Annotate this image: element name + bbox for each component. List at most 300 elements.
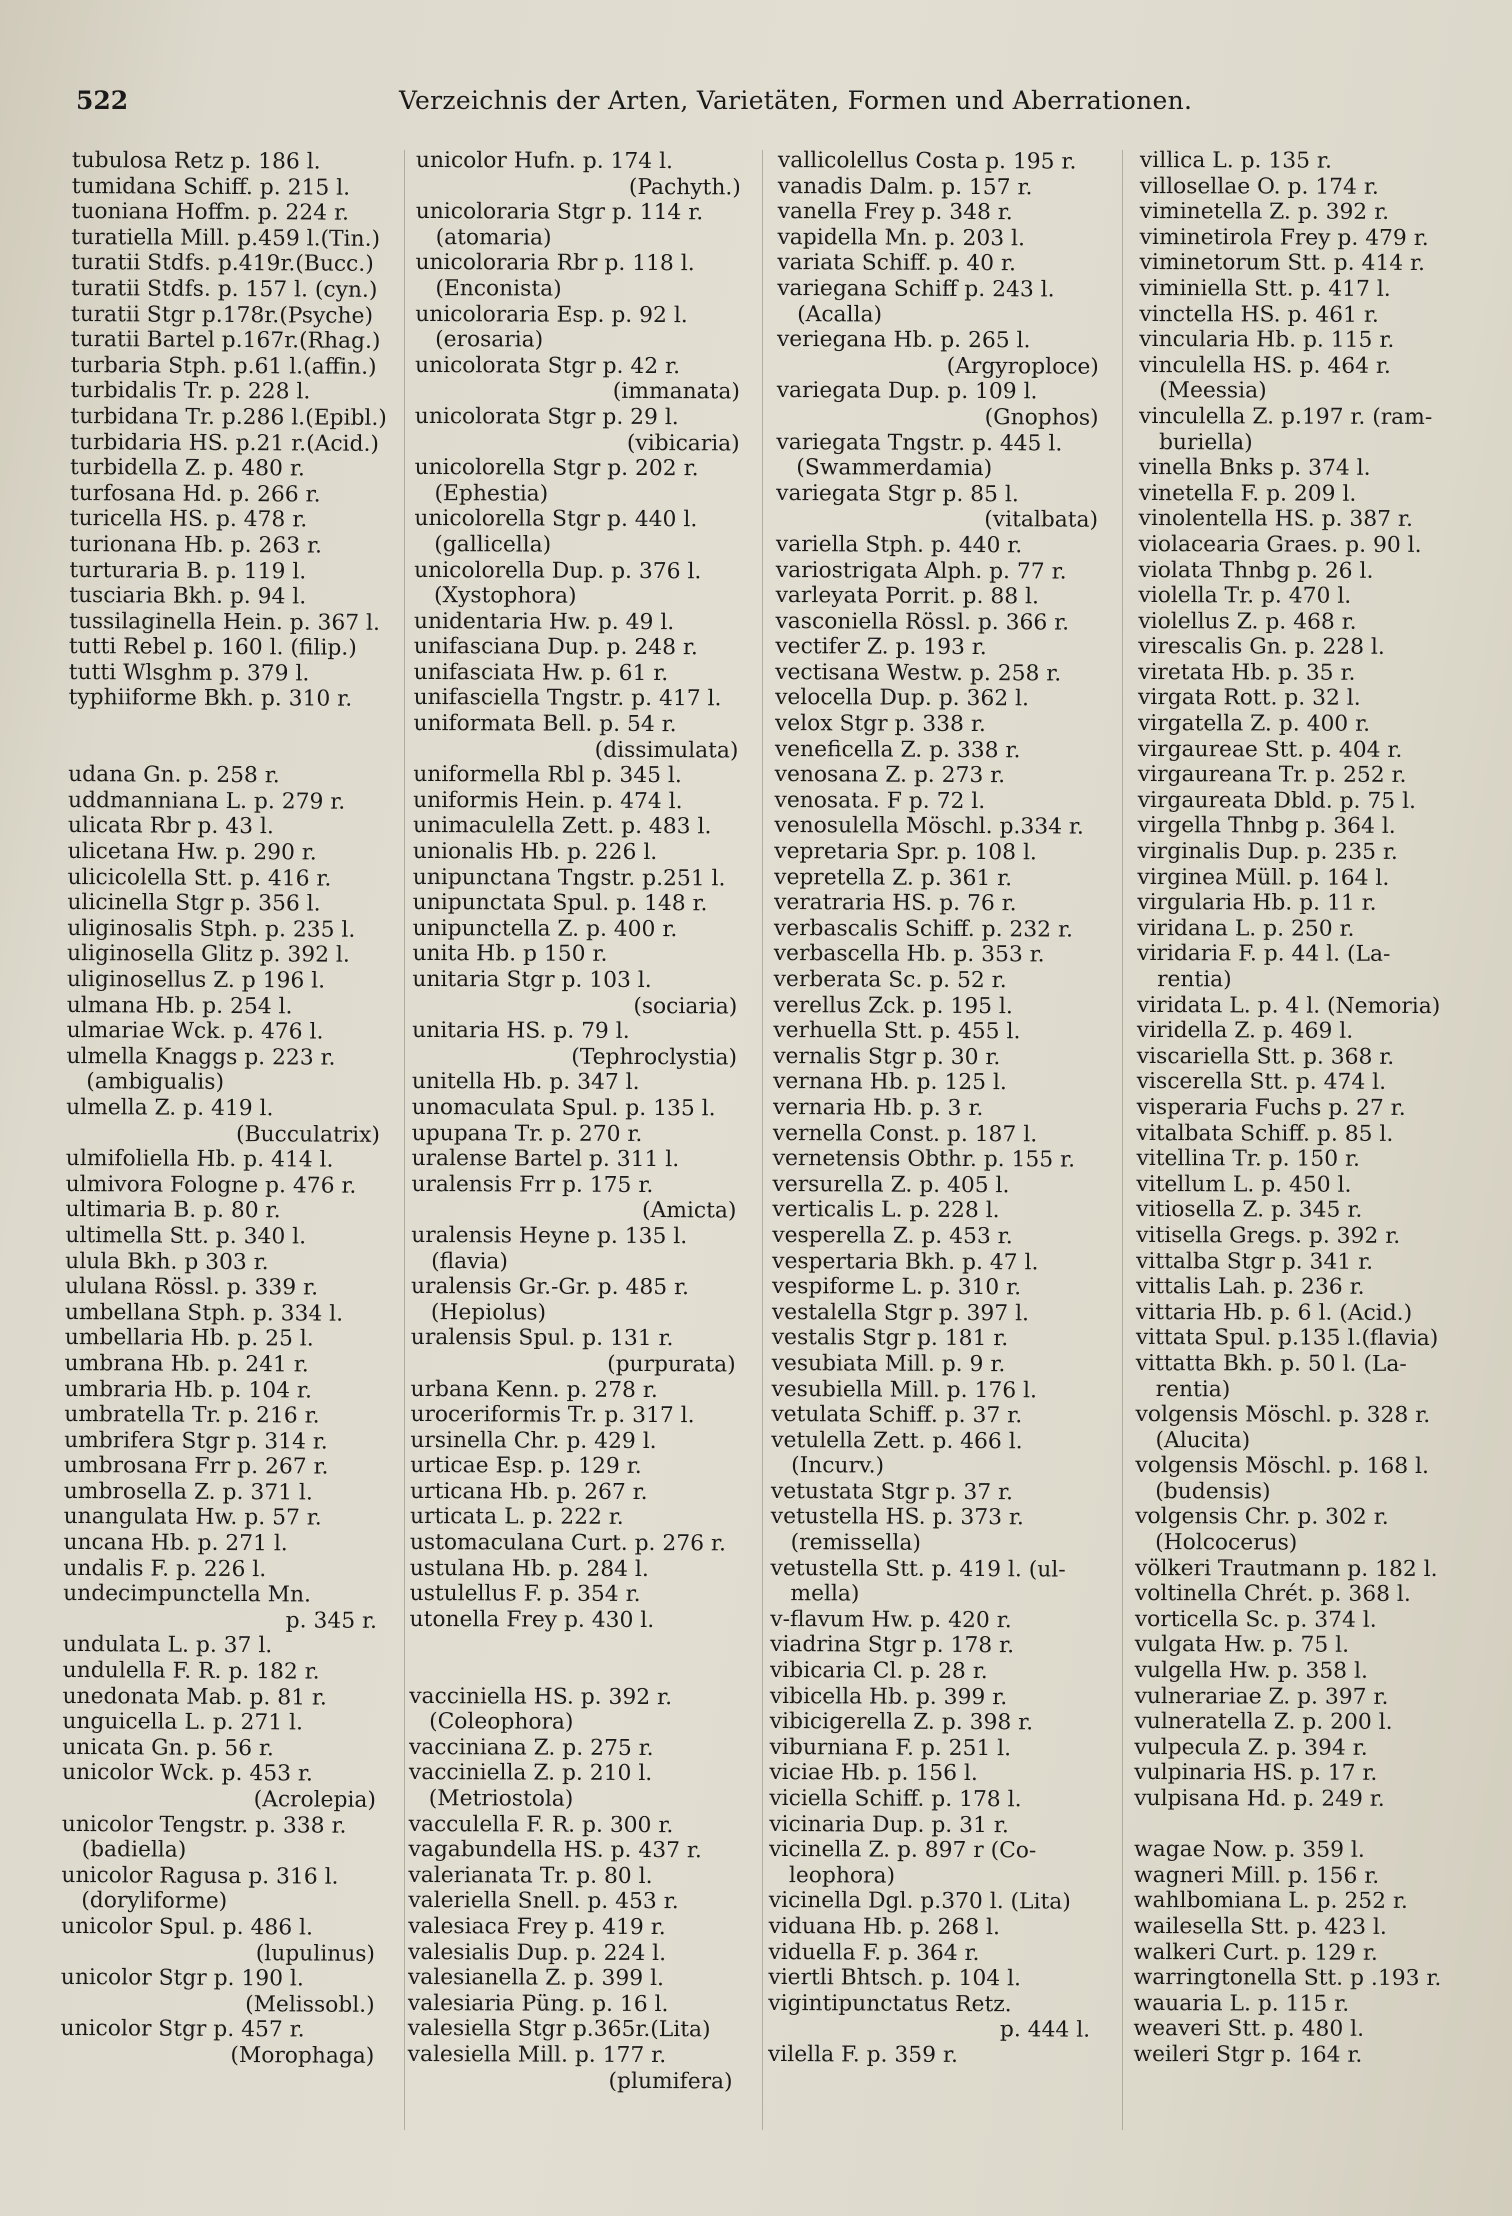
index-entry: vacciniella Z. p. 210 l.	[408, 1760, 653, 1787]
index-entry: vectifer Z. p. 193 r.	[775, 634, 987, 661]
index-entry-continuation: (immanata)	[612, 379, 740, 405]
index-entry: uroceriformis Tr. p. 317 l.	[410, 1402, 695, 1429]
index-entry: vicinella Dgl. p.370 l. (Lita)	[768, 1888, 1071, 1915]
index-entry: unangulata Hw. p. 57 r.	[63, 1504, 322, 1532]
index-entry: viminetella Z. p. 392 r.	[1139, 199, 1390, 226]
index-entry: vanella Frey p. 348 r.	[777, 199, 1013, 226]
index-entry: ultimella Stt. p. 340 l.	[65, 1222, 307, 1250]
index-entry: viburniana F. p. 251 l.	[769, 1734, 1012, 1762]
index-entry: turbaria Stph. p.61 l.(affin.)	[70, 352, 377, 380]
index-entry: viduella F. p. 364 r.	[768, 1939, 980, 1966]
index-entry: tubulosa Retz p. 186 l.	[71, 148, 321, 175]
index-entry: udana Gn. p. 258 r.	[68, 762, 280, 789]
index-entry: vernetensis Obthr. p. 155 r.	[772, 1146, 1076, 1173]
index-entry: vulgata Hw. p. 75 l.	[1134, 1632, 1350, 1659]
index-entry: utonella Frey p. 430 l.	[409, 1606, 655, 1633]
index-entry: unimaculella Zett. p. 483 l.	[412, 813, 712, 840]
index-entry: undalis F. p. 226 l.	[63, 1555, 267, 1582]
column-divider	[1122, 150, 1123, 2130]
index-entry: uralensis Frr p. 175 r.	[411, 1171, 654, 1198]
index-entry-continuation: buriella)	[1158, 429, 1253, 455]
index-entry-continuation: (Melissobl.)	[245, 1991, 375, 2018]
index-entry: vitellina Tr. p. 150 r.	[1136, 1146, 1361, 1172]
index-entry: unicoloraria Rbr p. 118 l.	[415, 250, 695, 277]
index-entry: umbellaria Hb. p. 25 l.	[64, 1325, 314, 1352]
index-entry: vittalba Stgr p. 341 r.	[1136, 1248, 1374, 1275]
index-entry: unicoloraria Stgr p. 114 r.	[415, 199, 704, 226]
index-entry: virgatella Z. p. 400 r.	[1137, 711, 1371, 737]
index-entry: villosellae O. p. 174 r.	[1139, 173, 1379, 200]
index-entry: vernaria Hb. p. 3 r.	[772, 1094, 984, 1122]
index-entry: uralense Bartel p. 311 l.	[411, 1146, 680, 1173]
index-entry: varleyata Porrit. p. 88 l.	[775, 583, 1040, 610]
index-entry: viduana Hb. p. 268 l.	[768, 1913, 1001, 1941]
index-entry: unicolor Hufn. p. 174 l.	[415, 148, 674, 175]
index-entry: veneficella Z. p. 338 r.	[774, 736, 1021, 763]
index-entry-continuation: (Pachyth.)	[628, 174, 741, 201]
index-entry: unicata Gn. p. 56 r.	[62, 1734, 274, 1762]
index-entry: vesperella Z. p. 453 r.	[772, 1222, 1013, 1250]
index-entry: umbrana Hb. p. 241 r.	[64, 1350, 309, 1378]
index-entry: ulmella Knaggs p. 223 r.	[66, 1043, 336, 1071]
index-entry: unita Hb. p 150 r.	[412, 941, 608, 968]
index-entry: umbraria Hb. p. 104 r.	[64, 1376, 313, 1403]
index-entry: urticata L. p. 222 r.	[409, 1504, 624, 1531]
index-entry: uralensis Heyne p. 135 l.	[411, 1222, 688, 1250]
index-entry: vacculella F. R. p. 300 r.	[408, 1811, 674, 1838]
index-entry-continuation: (erosaria)	[435, 327, 544, 353]
index-entry: virgaureata Dbld. p. 75 l.	[1137, 787, 1417, 814]
section-gap	[409, 1632, 734, 1659]
index-entry: viciella Schiff. p. 178 l.	[769, 1785, 1022, 1813]
index-entry-continuation: p. 444 l.	[999, 2017, 1091, 2044]
index-entry: virginalis Dup. p. 235 r.	[1137, 839, 1398, 865]
index-entry: virgaureana Tr. p. 252 r.	[1137, 762, 1407, 789]
index-entry: vetustata Stgr p. 37 r.	[770, 1478, 1014, 1506]
index-entry: versurella Z. p. 405 l.	[772, 1171, 1010, 1198]
index-entry: upupana Tr. p. 270 r.	[411, 1120, 643, 1147]
index-entry: vulnerariae Z. p. 397 r.	[1134, 1683, 1389, 1710]
index-entry: unicolor Wck. p. 453 r.	[61, 1760, 313, 1787]
index-entry-continuation: (lupulinus)	[255, 1940, 376, 1967]
index-entry: vulneratella Z. p. 200 l.	[1134, 1709, 1393, 1736]
index-entry: ursinella Chr. p. 429 l.	[410, 1427, 657, 1454]
index-entry: viridaria F. p. 44 l. (La-	[1137, 941, 1391, 968]
index-entry: viertli Bhtsch. p. 104 l.	[768, 1965, 1022, 1992]
index-entry: verticalis L. p. 228 l.	[772, 1197, 1000, 1224]
index-entry: unomaculata Spul. p. 135 l.	[411, 1094, 716, 1122]
index-entry: valesiella Mill. p. 177 r.	[407, 2041, 667, 2069]
index-entry: vilella F. p. 359 r.	[767, 2041, 958, 2068]
index-entry: valesiaria Püng. p. 16 l.	[407, 1990, 669, 2017]
index-entry: vigintipunctatus Retz.	[768, 1990, 1012, 2017]
index-entry: verberata Sc. p. 52 r.	[773, 966, 1007, 994]
index-entry: vorticella Sc. p. 374 l.	[1134, 1606, 1377, 1633]
index-entry: turicella HS. p. 478 r.	[69, 506, 308, 533]
index-entry: ultimaria B. p. 80 r.	[65, 1197, 281, 1224]
index-entry: turbidalis Tr. p. 228 l.	[70, 378, 311, 405]
index-entry: vestalella Stgr p. 397 l.	[771, 1299, 1030, 1327]
index-entry-continuation: rentia)	[1157, 967, 1232, 993]
index-entry: vapidella Mn. p. 203 l.	[777, 224, 1026, 252]
index-entry: visperaria Fuchs p. 27 r.	[1136, 1094, 1406, 1121]
index-entry-continuation: (Morophaga)	[230, 2042, 375, 2069]
index-entry: turatiella Mill. p.459 l.(Tin.)	[71, 224, 381, 252]
index-entry: ustulana Hb. p. 284 l.	[409, 1555, 649, 1582]
index-entry: turbidana Tr. p.286 l.(Epibl.)	[70, 403, 387, 431]
index-entry: vitiosella Z. p. 345 r.	[1136, 1197, 1363, 1224]
index-entry: viminetirola Frey p. 479 r.	[1139, 224, 1429, 251]
index-entry-continuation: (sociaria)	[633, 993, 738, 1020]
index-entry: viminiella Stt. p. 417 l.	[1139, 275, 1391, 302]
index-entry: turturaria B. p. 119 l.	[69, 557, 307, 584]
index-entry: vernana Hb. p. 125 l.	[773, 1069, 1007, 1096]
index-entry: uniformis Hein. p. 474 l.	[413, 787, 683, 815]
index-entry: umbratella Tr. p. 216 r.	[64, 1402, 320, 1429]
index-column-2	[408, 148, 741, 2095]
index-entry: unidentaria Hw. p. 49 l.	[413, 608, 675, 635]
index-entry: vicinella Z. p. 897 r (Co-	[769, 1837, 1037, 1864]
index-entry: vitellum L. p. 450 l.	[1136, 1171, 1352, 1198]
index-entry: viscerella Stt. p. 474 l.	[1136, 1069, 1387, 1096]
index-entry: vanadis Dalm. p. 157 r.	[777, 173, 1033, 200]
index-entry-continuation: p. 345 r.	[285, 1608, 378, 1634]
index-entry: virgella Thnbg p. 364 l.	[1137, 813, 1396, 840]
index-entry: vernella Const. p. 187 l.	[772, 1120, 1038, 1147]
index-entry: villica L. p. 135 r.	[1139, 148, 1332, 174]
index-entry: unicolor Spul. p. 486 l.	[61, 1913, 314, 1941]
index-entry: ulmivora Fologne p. 476 r.	[65, 1171, 357, 1199]
index-entry: ulicicolella Stt. p. 416 r.	[67, 864, 332, 892]
index-entry: volgensis Möschl. p. 168 l.	[1135, 1453, 1429, 1480]
index-entry: unifasciata Hw. p. 61 r.	[413, 659, 669, 686]
index-entry: vinctella HS. p. 461 r.	[1139, 301, 1379, 328]
index-entry: voltinella Chrét. p. 368 l.	[1134, 1581, 1411, 1608]
index-entry: uniformella Rbl p. 345 l.	[413, 762, 682, 789]
column-divider	[404, 150, 405, 2130]
index-entry: unipunctella Z. p. 400 r.	[412, 915, 678, 942]
page-header	[76, 86, 1193, 116]
index-entry: ustomaculana Curt. p. 276 r.	[409, 1530, 726, 1557]
index-entry: unitella Hb. p. 347 l.	[411, 1069, 640, 1096]
index-entry: wailesella Stt. p. 423 l.	[1133, 1913, 1387, 1940]
index-entry: violellus Z. p. 468 r.	[1138, 608, 1357, 635]
index-entry: virgaureae Stt. p. 404 r.	[1137, 736, 1403, 763]
index-entry-continuation: (flavia)	[431, 1248, 509, 1274]
index-entry: undecimpunctella Mn.	[63, 1581, 312, 1608]
index-entry: vicinaria Dup. p. 31 r.	[769, 1811, 1009, 1838]
index-entry: völkeri Trautmann p. 182 l.	[1134, 1555, 1438, 1582]
index-entry: ustulellus F. p. 354 r.	[409, 1581, 641, 1608]
index-entry: viridella Z. p. 469 l.	[1136, 1018, 1354, 1044]
index-entry: unicolor Ragusa p. 316 l.	[61, 1862, 339, 1890]
index-entry: ululana Rössl. p. 339 r.	[64, 1274, 319, 1301]
index-entry: viretata Hb. p. 35 r.	[1138, 659, 1356, 686]
index-entry: valesiella Stgr p.365r.(Lita)	[407, 2016, 711, 2043]
index-entry: vasconiella Rössl. p. 366 r.	[775, 608, 1070, 636]
index-entry: vinella Bnks p. 374 l.	[1138, 455, 1371, 481]
index-entry: venosata. F p. 72 l.	[774, 787, 986, 814]
index-column-4	[1133, 148, 1470, 2069]
index-entry: unicoloraria Esp. p. 92 l.	[415, 301, 688, 328]
index-entry: uliginosellus Z. p 196 l.	[66, 966, 326, 994]
index-entry-continuation: (Incurv.)	[791, 1453, 885, 1479]
index-entry: umbellana Stph. p. 334 l.	[64, 1299, 344, 1327]
page-number: 522	[76, 86, 129, 115]
index-entry: volgensis Möschl. p. 328 r.	[1135, 1402, 1431, 1429]
index-entry: unicolor Tengstr. p. 338 r.	[61, 1811, 347, 1839]
index-entry-continuation: (Acalla)	[797, 301, 883, 328]
index-entry-continuation: (gallicella)	[434, 531, 552, 558]
index-entry: vacciniana Z. p. 275 r.	[408, 1734, 654, 1761]
index-entry: uliginosalis Stph. p. 235 l.	[67, 915, 356, 943]
index-entry: variata Schiff. p. 40 r.	[777, 250, 1016, 277]
index-entry: unifasciella Tngstr. p. 417 l.	[413, 685, 722, 712]
index-entry: viscariella Stt. p. 368 r.	[1136, 1043, 1395, 1070]
index-entry: umbrosana Frr p. 267 r.	[63, 1453, 329, 1480]
index-entry: vesubiella Mill. p. 176 l.	[771, 1376, 1038, 1403]
index-entry: vittatta Bkh. p. 50 l. (La-	[1135, 1350, 1407, 1377]
column-divider	[762, 150, 763, 2130]
index-entry-continuation: (Meessia)	[1159, 378, 1267, 404]
index-entry-continuation: (ambigualis)	[86, 1069, 225, 1096]
index-entry-continuation: (remissella)	[790, 1530, 921, 1556]
index-entry: unicolorella Dup. p. 376 l.	[414, 557, 702, 584]
index-entry: urticana Hb. p. 267 r.	[410, 1478, 648, 1505]
index-entry-continuation: rentia)	[1155, 1376, 1231, 1402]
index-entry: vacciniella HS. p. 392 r.	[409, 1683, 673, 1710]
index-entry-continuation: (Argyroploce)	[946, 353, 1099, 380]
index-entry: vetulata Schiff. p. 37 r.	[771, 1402, 1023, 1429]
index-entry: wahlbomiana L. p. 252 r.	[1133, 1888, 1408, 1915]
index-entry: unicolorata Stgr p. 29 l.	[414, 403, 679, 431]
index-entry: uniformata Bell. p. 54 r.	[413, 711, 677, 738]
index-entry-continuation: (Tephroclystia)	[571, 1044, 738, 1071]
index-entry: ulmifoliella Hb. p. 414 l.	[65, 1146, 334, 1173]
index-entry-continuation: (budensis)	[1155, 1478, 1271, 1505]
index-entry: unitaria Stgr p. 103 l.	[412, 966, 652, 994]
index-entry: turbidella Z. p. 480 r.	[69, 455, 305, 482]
index-entry: violata Thnbg p. 26 l.	[1138, 557, 1374, 584]
index-entry-continuation: (vitalbata)	[984, 507, 1099, 533]
index-entry: tutti Wlsghm p. 379 l.	[68, 659, 310, 687]
index-entry: velox Stgr p. 338 r.	[774, 711, 986, 738]
index-entry-continuation: (Swammerdamia)	[796, 455, 993, 482]
index-entry: volgensis Chr. p. 302 r.	[1135, 1504, 1389, 1531]
index-entry: viadrina Stgr p. 178 r.	[770, 1632, 1015, 1659]
index-entry: tusciaria Bkh. p. 94 l.	[69, 583, 307, 610]
index-entry: verellus Zck. p. 195 l.	[773, 992, 1013, 1019]
index-entry: veratraria HS. p. 76 r.	[773, 890, 1017, 917]
index-column-3	[768, 148, 1100, 2069]
index-entry: viridata L. p. 4 l. (Nemoria)	[1136, 992, 1441, 1019]
index-entry: vallicolellus Costa p. 195 r.	[777, 148, 1077, 175]
index-entry: unicolorata Stgr p. 42 r.	[414, 352, 681, 379]
index-entry: variegata Dup. p. 109 l.	[776, 378, 1038, 405]
index-entry-continuation: (Bucculatrix)	[235, 1121, 381, 1148]
index-entry: vectisana Westw. p. 258 r.	[775, 659, 1062, 687]
index-entry-continuation: (vibicaria)	[626, 430, 740, 456]
index-entry-continuation: (Ephestia)	[434, 480, 549, 507]
index-entry: turatii Bartel p.167r.(Rhag.)	[70, 327, 381, 355]
index-entry: valesiaca Frey p. 419 r.	[408, 1913, 666, 1941]
index-entry: unicolor Stgr p. 457 r.	[60, 2016, 305, 2043]
index-entry: vibicaria Cl. p. 28 r.	[769, 1658, 988, 1685]
index-entry: unifasciana Dup. p. 248 r.	[413, 634, 698, 661]
index-entry-continuation: (Amicta)	[641, 1198, 737, 1224]
index-entry: unicolorella Stgr p. 440 l.	[414, 506, 698, 533]
index-entry: velocella Dup. p. 362 l.	[775, 685, 1030, 712]
index-entry-continuation: leophora)	[788, 1862, 896, 1889]
index-entry: weileri Stgr p. 164 r.	[1133, 2041, 1363, 2068]
index-column-1	[60, 148, 386, 2069]
index-entry: uralensis Gr.-Gr. p. 485 r.	[410, 1274, 690, 1301]
index-entry: uddmanniana L. p. 279 r.	[67, 787, 346, 815]
index-entry: turatii Stdfs. p.419r.(Bucc.)	[71, 250, 374, 278]
index-entry: viciae Hb. p. 156 l.	[769, 1760, 978, 1787]
index-entry: turbidaria HS. p.21 r.(Acid.)	[70, 429, 380, 457]
index-entry-continuation: (Hepiolus)	[430, 1299, 547, 1326]
index-entry: undulata L. p. 37 l.	[62, 1632, 273, 1659]
index-entry: violella Tr. p. 470 l.	[1138, 583, 1352, 609]
index-entry: vibicigerella Z. p. 398 r.	[769, 1709, 1034, 1736]
index-entry: ulmariae Wck. p. 476 l.	[66, 1018, 324, 1045]
index-entry: umbrosella Z. p. 371 l.	[63, 1478, 313, 1506]
index-entry: vespiforme L. p. 310 r.	[771, 1274, 1022, 1301]
index-entry: ulicetana Hw. p. 290 r.	[67, 839, 317, 866]
index-entry: turatii Stgr p.178r.(Psyche)	[70, 301, 374, 329]
index-entry: venosulella Möschl. p.334 r.	[774, 813, 1084, 841]
index-entry-continuation: (Enconista)	[435, 276, 562, 302]
index-entry: uliginosella Glitz p. 392 l.	[67, 941, 350, 969]
index-entry: virginea Müll. p. 164 l.	[1137, 864, 1390, 891]
index-entry: vulgella Hw. p. 358 l.	[1134, 1658, 1368, 1684]
index-entry: walkeri Curt. p. 129 r.	[1133, 1939, 1378, 1966]
index-entry: valeriella Snell. p. 453 r.	[408, 1888, 679, 1915]
index-entry: tussilaginella Hein. p. 367 l.	[69, 608, 381, 636]
index-entry: weaveri Stt. p. 480 l.	[1133, 2016, 1365, 2043]
index-entry-continuation: (Metriostola)	[428, 1786, 574, 1812]
section-gap	[1134, 1812, 1464, 1839]
section-gap	[68, 737, 382, 765]
section-gap	[409, 1658, 734, 1685]
index-entry: wagae Now. p. 359 l.	[1134, 1837, 1365, 1863]
index-entry: verbascalis Schiff. p. 232 r.	[773, 915, 1074, 943]
index-entry: tutti Rebel p. 160 l. (filip.)	[68, 634, 357, 662]
index-entry: uralensis Spul. p. 131 r.	[410, 1325, 674, 1352]
index-entry: virgata Rott. p. 32 l.	[1138, 685, 1361, 712]
index-entry: vittata Spul. p.135 l.(flavia)	[1135, 1325, 1439, 1352]
index-entry: unguicella L. p. 271 l.	[62, 1709, 304, 1736]
index-entry: virgularia Hb. p. 11 r.	[1137, 890, 1377, 917]
index-entry: ulmana Hb. p. 254 l.	[66, 992, 293, 1019]
index-entry: viridana L. p. 250 r.	[1137, 915, 1355, 942]
index-entry: vittalis Lah. p. 236 r.	[1135, 1274, 1365, 1300]
index-entry: valesialis Dup. p. 224 l.	[408, 1939, 667, 1966]
index-entry: unipunctata Spul. p. 148 r.	[412, 890, 708, 917]
index-entry: vittaria Hb. p. 6 l. (Acid.)	[1135, 1299, 1413, 1326]
index-entry: vetustella HS. p. 373 r.	[770, 1504, 1024, 1531]
index-entry: variegana Schiff p. 243 l.	[777, 275, 1055, 303]
index-entry: turfosana Hd. p. 266 r.	[69, 480, 321, 508]
index-entry: urticae Esp. p. 129 r.	[410, 1453, 642, 1480]
page-title: Verzeichnis der Arten, Varietäten, Formen und Aberrationen.	[399, 86, 1193, 115]
index-entry: turionana Hb. p. 263 r.	[69, 531, 323, 559]
index-entry: vinetella F. p. 209 l.	[1138, 480, 1357, 507]
index-entry-continuation: (badiella)	[81, 1837, 187, 1863]
index-entry: ulmella Z. p. 419 l.	[66, 1094, 274, 1122]
index-entry: warringtonella Stt. p .193 r.	[1133, 1965, 1442, 1992]
index-entry-continuation: (doryliforme)	[81, 1888, 228, 1915]
index-entry-continuation: (Coleophora)	[429, 1709, 574, 1735]
index-entry: vincularia Hb. p. 115 r.	[1139, 327, 1395, 354]
index-entry: vinculella Z. p.197 r. (ram-	[1139, 403, 1433, 430]
index-entry: valerianata Tr. p. 80 l.	[408, 1862, 653, 1889]
index-entry: vespertaria Bkh. p. 47 l.	[772, 1248, 1039, 1275]
index-entry: vinculella HS. p. 464 r.	[1139, 352, 1391, 379]
index-entry: vagabundella HS. p. 437 r.	[408, 1837, 702, 1864]
index-entry: variella Stph. p. 440 r.	[775, 531, 1023, 559]
index-entry: ulicata Rbr p. 43 l.	[67, 813, 274, 840]
index-entry-continuation: (atomaria)	[435, 224, 552, 251]
index-entry: vulpisana Hd. p. 249 r.	[1134, 1785, 1385, 1812]
index-entry: unicolorella Stgr p. 202 r.	[414, 455, 699, 482]
index-entry: turatii Stdfs. p. 157 l. (cyn.)	[71, 275, 378, 303]
index-entry: uncana Hb. p. 271 l.	[63, 1530, 288, 1557]
index-entry: violacearia Graes. p. 90 l.	[1138, 531, 1422, 558]
index-entry-continuation: (Alucita)	[1155, 1427, 1251, 1454]
index-entry: vitalbata Schiff. p. 85 l.	[1136, 1120, 1394, 1147]
index-entry: typhiiforme Bkh. p. 310 r.	[68, 685, 353, 713]
index-entry-continuation: (Gnophos)	[984, 405, 1099, 431]
index-entry: unipunctana Tngstr. p.251 l.	[412, 864, 726, 891]
index-entry: undulella F. R. p. 182 r.	[62, 1658, 320, 1685]
index-entry: wauaria L. p. 115 r.	[1133, 1990, 1350, 2017]
index-entry: viminetorum Stt. p. 414 r.	[1139, 250, 1426, 277]
index-entry: venosana Z. p. 273 r.	[774, 762, 1006, 789]
index-entry: vepretaria Spr. p. 108 l.	[774, 839, 1037, 866]
index-entry: urbana Kenn. p. 278 r.	[410, 1376, 658, 1403]
index-entry-continuation: (Xystophora)	[433, 583, 577, 609]
index-entry: unitaria HS. p. 79 l.	[412, 1018, 630, 1045]
index-entry-continuation: (plumifera)	[608, 2068, 733, 2094]
index-entry-continuation: (dissimulata)	[594, 737, 739, 764]
index-entry-continuation: (Acrolepia)	[253, 1787, 376, 1813]
index-entry: ulicinella Stgr p. 356 l.	[67, 890, 321, 917]
index-entry: vetulella Zett. p. 466 l.	[771, 1427, 1023, 1454]
index-entry-continuation: mella)	[790, 1581, 860, 1607]
index-entry: unicolor Stgr p. 190 l.	[60, 1965, 304, 1992]
index-entry-continuation: (purpurata)	[607, 1351, 736, 1378]
index-entry: variostrigata Alph. p. 77 r.	[775, 557, 1067, 585]
index-entry: vernalis Stgr p. 30 r.	[773, 1043, 1001, 1070]
index-entry: valesianella Z. p. 399 l.	[407, 1965, 665, 1992]
index-entry: vesubiata Mill. p. 9 r.	[771, 1350, 1006, 1378]
index-entry: verhuella Stt. p. 455 l.	[773, 1018, 1021, 1045]
index-entry: variegata Tngstr. p. 445 l.	[776, 429, 1063, 457]
index-entry: tumidana Schiff. p. 215 l.	[71, 173, 351, 201]
index-entry: unionalis Hb. p. 226 l.	[412, 839, 658, 866]
index-entry: vinolentella HS. p. 387 r.	[1138, 506, 1413, 533]
section-gap	[68, 711, 382, 739]
index-entry: vestalis Stgr p. 181 r.	[771, 1325, 1009, 1352]
index-entry: variegata Stgr p. 85 l.	[776, 480, 1019, 507]
index-entry: vibicella Hb. p. 399 r.	[769, 1683, 1008, 1710]
index-entry: vulpinaria HS. p. 17 r.	[1134, 1760, 1378, 1787]
index-entry-continuation: (Holcocerus)	[1155, 1530, 1298, 1556]
index-entry: verbascella Hb. p. 353 r.	[773, 941, 1045, 968]
index-entry: wagneri Mill. p. 156 r.	[1133, 1862, 1380, 1889]
